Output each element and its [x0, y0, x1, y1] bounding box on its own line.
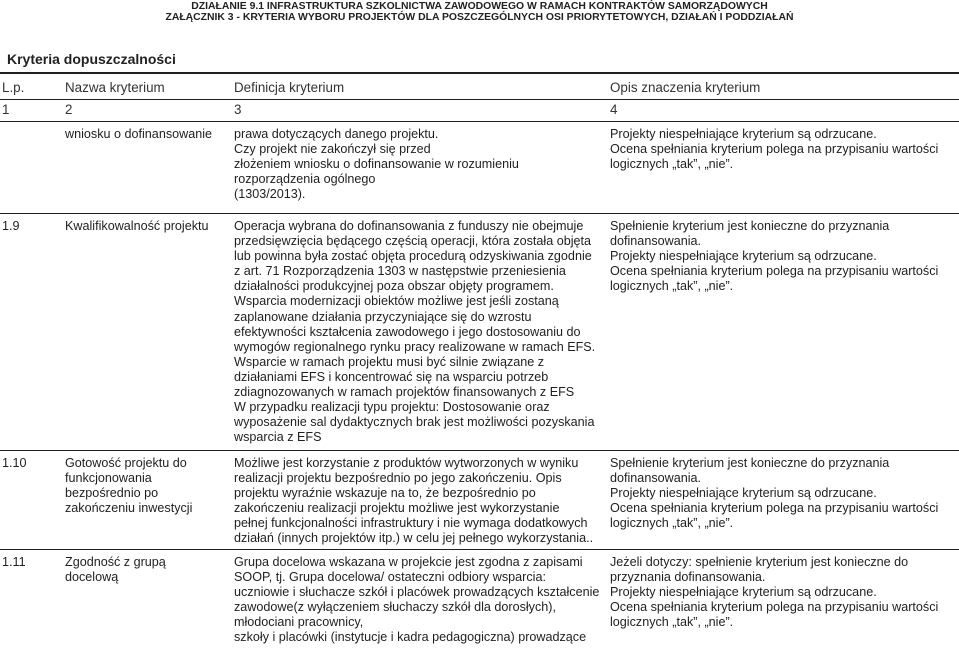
cell-line: Gotowość projektu do: [65, 456, 187, 470]
criterion-description-cell: [610, 127, 955, 172]
cell-line: W przypadku realizacji typu projektu: Dostosowanie oraz: [234, 400, 550, 415]
cell-line: Projekty niespełniające kryterium są odrzucane.: [610, 486, 877, 501]
cell-line: Ocena spełniania kryterium polega na przypisaniu wartości: [610, 600, 939, 615]
criterion-name-cell: [65, 555, 225, 585]
criterion-description-cell: [610, 456, 955, 531]
cell-line: efektywności kształcenia zawodowego i jego dostosowaniu do: [234, 324, 581, 339]
cell-line: wsparcia z EFS: [234, 430, 322, 445]
cell-line: z art. 71 Rozporządzenia 1303 w następstwie przeniesienia: [234, 264, 566, 279]
cell-line: Ocena spełniania kryterium polega na przypisaniu wartości: [610, 264, 939, 279]
cell-line: działalności produkcyjnej poza obszar objęty programem.: [234, 279, 554, 294]
criterion-description-cell: [610, 219, 955, 294]
cell-line: zakończeniu realizacji projektu możliwe jest wykorzystanie: [234, 501, 560, 516]
criterion-definition-cell: [234, 219, 606, 445]
cell-line: wymogów regionalnego rynku pracy realizowane w ramach EFS.: [234, 339, 596, 354]
criterion-definition-cell: [234, 127, 606, 202]
table-header-rule: [0, 99, 959, 100]
criterion-name-cell: [65, 127, 225, 142]
column-number: 3: [234, 102, 242, 117]
cell-line: wniosku o dofinansowanie: [65, 127, 213, 141]
cell-line: logicznych „tak”, „nie”.: [610, 279, 734, 294]
cell-line: młodociani pracownicy,: [234, 615, 364, 630]
cell-line: Projekty niespełniające kryterium są odrzucane.: [610, 249, 877, 264]
cell-line: Spełnienie kryterium jest konieczne do przyznania: [610, 219, 890, 233]
table-top-rule: [0, 72, 959, 74]
cell-line: przedsięwzięcia będącego częścią operacji, która została objęta: [234, 234, 592, 249]
cell-line: prawa dotyczących danego projektu.: [234, 127, 439, 141]
cell-line: Jeżeli dotyczy: spełnienie kryterium jest konieczne do: [610, 555, 909, 569]
cell-line: wyposażenie sal dydaktycznych brak jest możliwości pozyskania: [234, 415, 595, 430]
criterion-number-cell: 1.11: [2, 555, 26, 569]
cell-line: pełnej funkcjonalności infrastruktury i nie wymaga dodatkowych: [234, 516, 588, 531]
criterion-number-cell: 1.9: [2, 219, 20, 233]
cell-line: zaplanowane działania przyczyniające się do wzrostu: [234, 309, 532, 324]
cell-line: zakończeniu inwestycji: [65, 501, 193, 516]
cell-line: Projekty niespełniające kryterium są odrzucane.: [610, 127, 877, 141]
cell-line: projektu wyraźnie wskazuje na to, że bezpośrednio po: [234, 486, 536, 501]
criterion-definition-cell: [234, 555, 606, 646]
cell-line: Spełnienie kryterium jest konieczne do przyznania: [610, 456, 890, 470]
cell-line: SOOP, tj. Grupa docelowa/ ostateczni odbiory wsparcia:: [234, 570, 546, 585]
column-header-description: Opis znaczenia kryterium: [610, 80, 761, 95]
row-divider: [0, 213, 959, 214]
cell-line: przyznania dofinansowania.: [610, 570, 766, 585]
cell-line: docelową: [65, 570, 119, 585]
cell-line: Ocena spełniania kryterium polega na przypisaniu wartości: [610, 501, 939, 516]
cell-line: logicznych „tak”, „nie”.: [610, 157, 734, 172]
criterion-name-cell: [65, 456, 225, 516]
column-header-lp: L.p.: [2, 80, 25, 95]
cell-line: Czy projekt nie zakończył się przed: [234, 142, 431, 157]
cell-line: (1303/2013).: [234, 187, 306, 202]
cell-line: Ocena spełniania kryterium polega na przypisaniu wartości: [610, 142, 939, 157]
document-header-line-2: ZAŁĄCZNIK 3 - KRYTERIA WYBORU PROJEKTÓW DLA POSZCZEGÓLNYCH OSI PRIORYTETOWYCH, DZIAŁAŃ I PODDZIAŁAŃ: [165, 12, 794, 23]
cell-line: zdiagnozowanych w ramach projektów finansowanych z EFS: [234, 385, 575, 400]
cell-line: zawodowe(z wyłączeniem słuchaczy szkół dla dorosłych),: [234, 600, 556, 615]
column-header-definition: Definicja kryterium: [234, 80, 345, 95]
cell-line: działań (innych projektów itp.) w celu jej pełnego wykorzystania..: [234, 531, 594, 546]
cell-line: realizacji projektu bezpośrednio po jego zakończeniu. Opis: [234, 471, 562, 486]
cell-line: Możliwe jest korzystanie z produktów wytworzonych w wyniku: [234, 456, 579, 470]
table-numbers-rule: [0, 121, 959, 122]
cell-line: dofinansowania.: [610, 471, 702, 486]
cell-line: Projekty niespełniające kryterium są odrzucane.: [610, 585, 877, 600]
cell-line: rozporządzenia ogólnego: [234, 172, 376, 187]
criterion-number-cell: 1.10: [2, 456, 27, 470]
column-number: 1: [2, 102, 10, 117]
column-number: 4: [610, 102, 618, 117]
document-header-line-1: DZIAŁANIE 9.1 INFRASTRUKTURA SZKOLNICTWA ZAWODOWEGO W RAMACH KONTRAKTÓW SAMORZĄDOWYCH: [191, 1, 768, 12]
cell-line: logicznych „tak”, „nie”.: [610, 516, 734, 531]
cell-line: złożeniem wniosku o dofinansowanie w rozumieniu: [234, 157, 519, 172]
cell-line: logicznych „tak”, „nie”.: [610, 615, 734, 630]
cell-line: dofinansowania.: [610, 234, 702, 249]
cell-line: Zgodność z grupą: [65, 555, 166, 569]
row-divider: [0, 549, 959, 550]
criterion-name-cell: [65, 219, 225, 234]
row-divider: [0, 450, 959, 451]
cell-line: Wsparcia modernizacji obiektów możliwe jest jeśli zostaną: [234, 294, 559, 309]
cell-line: funkcjonowania: [65, 471, 152, 486]
cell-line: Kwalifikowalność projektu: [65, 219, 209, 233]
criterion-description-cell: [610, 555, 955, 630]
column-header-name: Nazwa kryterium: [65, 80, 165, 95]
cell-line: działaniami EFS i koncentrować się na wsparciu potrzeb: [234, 369, 549, 384]
criterion-definition-cell: [234, 456, 606, 547]
cell-line: bezpośrednio po: [65, 486, 159, 501]
cell-line: lub powinna była zostać objęta procedurą odzyskiwania zgodnie: [234, 249, 592, 264]
cell-line: Wsparcie w ramach projektu musi być silnie związane z: [234, 354, 545, 369]
cell-line: szkoły i placówki (instytucje i kadra pedagogiczna) prowadzące: [234, 630, 587, 645]
cell-line: Grupa docelowa wskazana w projekcie jest zgodna z zapisami: [234, 555, 583, 569]
cell-line: uczniowie i słuchacze szkół i placówek prowadzących kształcenie: [234, 585, 600, 600]
section-title: Kryteria dopuszczalności: [7, 51, 176, 67]
column-number: 2: [65, 102, 73, 117]
cell-line: Operacja wybrana do dofinansowania z funduszy nie obejmuje: [234, 219, 584, 233]
